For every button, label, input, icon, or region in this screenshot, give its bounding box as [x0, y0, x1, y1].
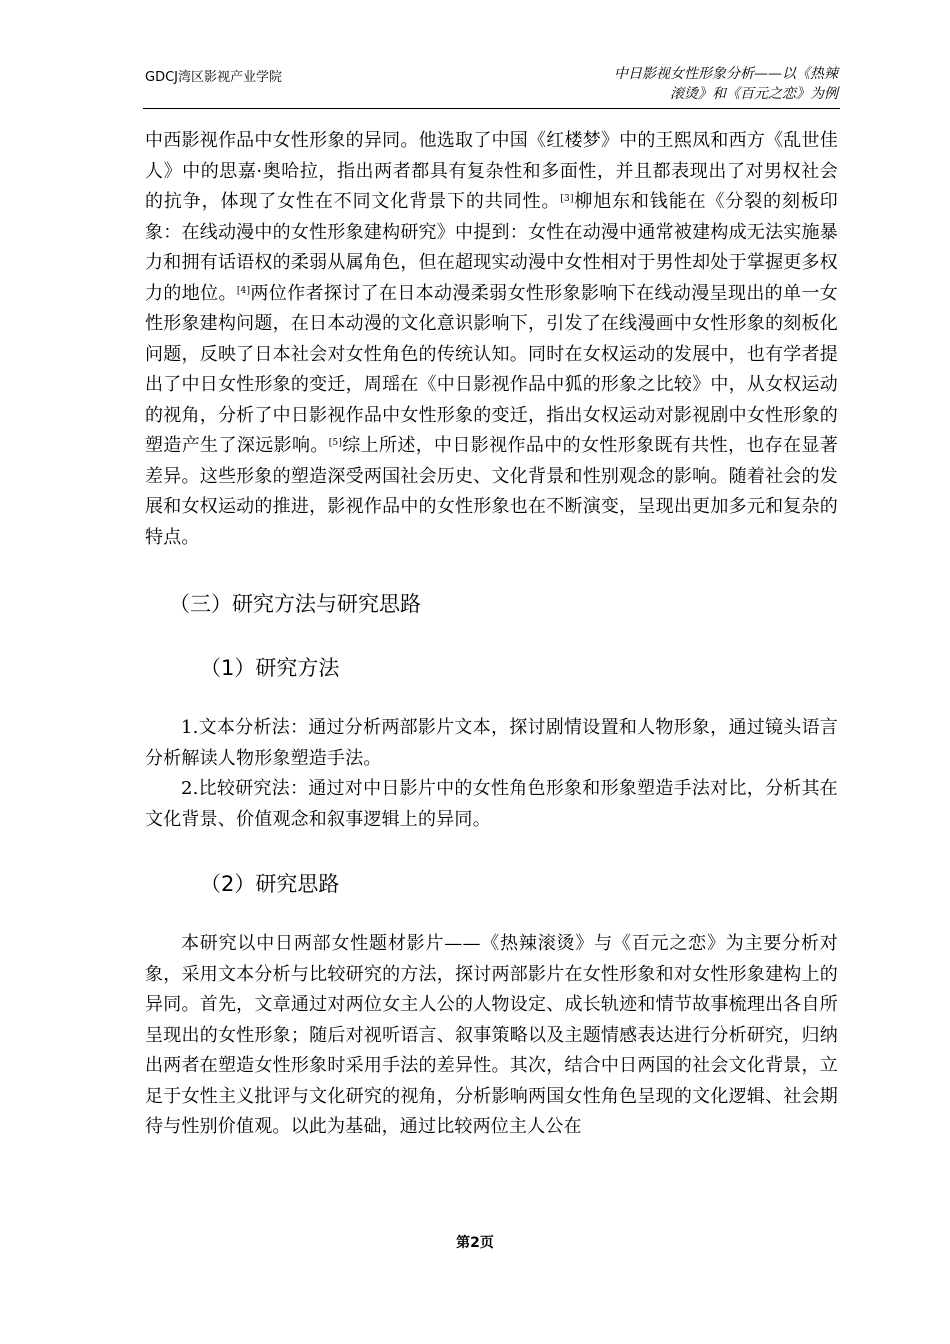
- text-segment-2: 柳旭东和钱能在《分裂的刻板印象：在线动漫中的女性形象建构研究》中提到：女性在动漫中通常被建构成无法实施暴力和拥有话语权的柔弱从属角色，但在超现实动漫中女性相对于男性却处于掌握更多权力的地位。: [145, 191, 838, 304]
- literature-review-paragraph: [145, 126, 838, 553]
- header-paper-title: [538, 64, 838, 104]
- approach-paragraph: 本研究以中日两部女性题材影片——《热辣滚烫》与《百元之恋》为主要分析对象，采用文本分析与比较研究的方法，探讨两部影片在女性形象和对女性形象建构上的异同。首先，文章通过对两位女主人公的人物设定、成长轨迹和情节故事梳理出各自所呈现出的女性形象；随后对视听语言、叙事策略以及主题情感表达进行分析研究，归纳出两者在塑造女性形象时采用手法的差异性。其次，结合中日两国的社会文化背景，立足于女性主义批评与文化研究的视角，分析影响两国女性角色呈现的文化逻辑、社会期待与性别价值观。以此为基础，通过比较两位主人公在: [145, 933, 838, 1137]
- header-institution: GDCJ湾区影视产业学院: [145, 70, 282, 85]
- section-heading-methods-and-approach: （三）研究方法与研究思路: [169, 592, 421, 616]
- citation-ref-4: [4]: [236, 285, 251, 296]
- text-segment-1: 中西影视作品中女性形象的异同。他选取了中国《红楼梦》中的王熙凤和西方《乱世佳人》中的思嘉·奥哈拉，指出两者都具有复杂性和多面性，并且都表现出了对男权社会的抗争，体现了女性在不同文化背景下的共同性。: [145, 130, 838, 212]
- method-item-text-analysis: 1.文本分析法：通过分析两部影片文本，探讨剧情设置和人物形象，通过镜头语言分析解读人物形象塑造手法。: [145, 717, 838, 769]
- header-title-line-1: 中日影视女性形象分析——以《热辣: [614, 66, 838, 82]
- subsection-heading-approach: （2）研究思路: [200, 872, 340, 896]
- citation-ref-5: [5]: [328, 438, 343, 448]
- page-body: [145, 126, 838, 1143]
- text-segment-4: 综上所述，中日影视作品中的女性形象既有共性，也存在显著差异。这些形象的塑造深受两国社会历史、文化背景和性别观念的影响。随着社会的发展和女权运动的推进，影视作品中的女性形象也在不断演变，呈现出更加多元和复杂的特点。: [145, 435, 838, 548]
- method-item-comparative-study: 2.比较研究法：通过对中日影片中的女性角色形象和形象塑造手法对比，分析其在文化背景、价值观念和叙事逻辑上的异同。: [145, 778, 838, 830]
- citation-ref-3: [3]: [560, 194, 574, 204]
- header-divider: [143, 108, 840, 109]
- page-number: 第2页: [456, 1235, 494, 1251]
- header-title-line-2: 滚烫》和《百元之恋》为例: [670, 86, 838, 102]
- text-segment-3: 两位作者探讨了在日本动漫柔弱女性形象影响下在线动漫呈现出的单一女性形象建构问题，在日本动漫的文化意识影响下，引发了在线漫画中女性形象的刻板化问题，反映了日本社会对女性角色的传统认知。同时在女权运动的发展中，也有学者提出了中日女性形象的变迁，周瑶在《中日影视作品中狐的形象之比较》中，从女权运动的视角，分析了中日影视作品中女性形象的变迁，指出女权运动对影视剧中女性形象的塑造产生了深远影响。: [145, 282, 838, 456]
- subsection-heading-methods: （1）研究方法: [200, 656, 340, 680]
- methods-list: [145, 713, 838, 835]
